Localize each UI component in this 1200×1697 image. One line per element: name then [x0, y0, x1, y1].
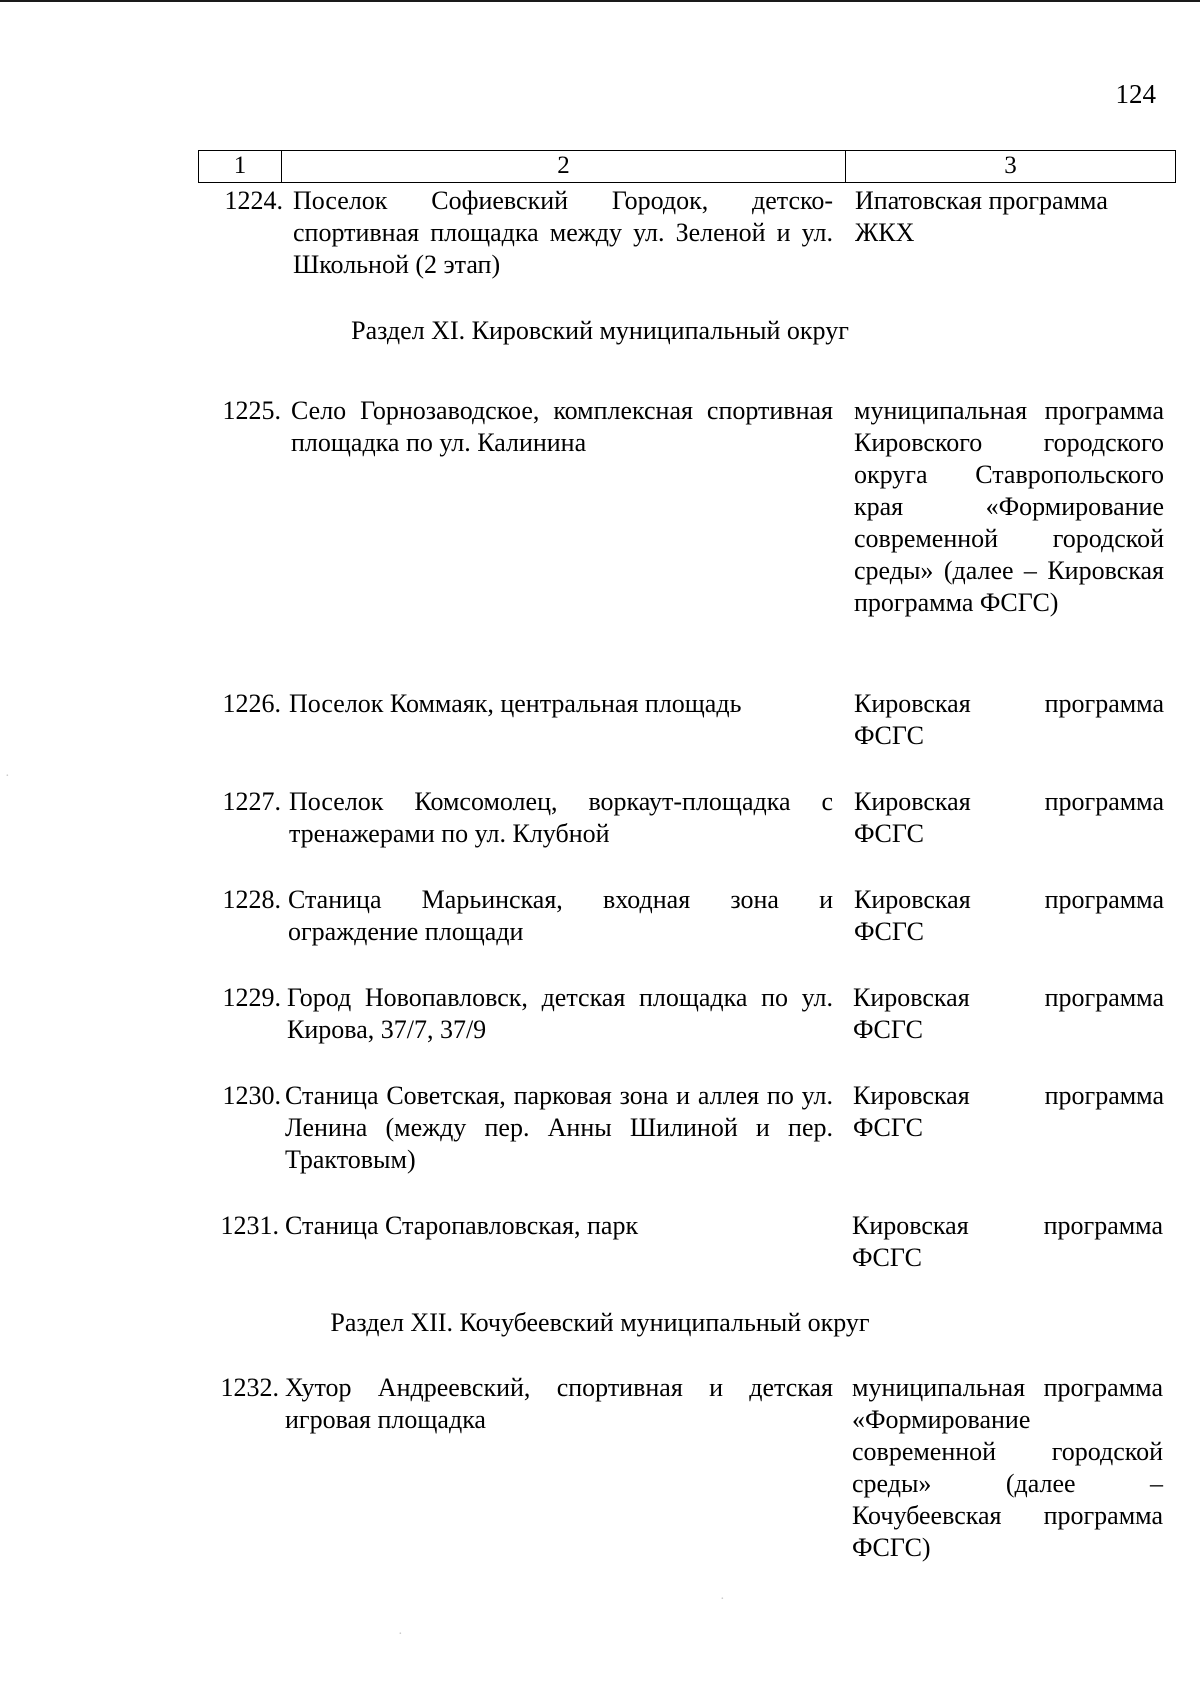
- row-program: Кировская программа ФСГС: [854, 787, 1164, 848]
- row-description: Станица Советская, парковая зона и аллея по ул. Ленина (между пер. Анны Шилиной и пер. Трактовым): [285, 1081, 833, 1174]
- row-program: Кировская программа ФСГС: [852, 1211, 1163, 1272]
- page-number: 124: [1115, 79, 1156, 109]
- row-description: Город Новопавловск, детская площадка по ул. Кирова, 37/7, 37/9: [287, 983, 833, 1044]
- row-program: Ипатовская программа ЖКХ: [855, 186, 1108, 247]
- table-header-col-1: 1: [199, 151, 282, 182]
- row-description: Станица Марьинская, входная зона и ограждение площади: [288, 885, 833, 946]
- row-description: Поселок Коммаяк, центральная площадь: [289, 689, 742, 718]
- scan-speck: ·: [5, 769, 10, 784]
- row-program: Кировская программа ФСГС: [854, 885, 1164, 946]
- table-header-col-3: 3: [1004, 152, 1017, 179]
- row-number: 1232.: [220, 1373, 279, 1402]
- row-program: Кировская программа ФСГС: [853, 983, 1164, 1044]
- row-description: Село Горнозаводское, комплексная спортивная площадка по ул. Калинина: [291, 396, 833, 457]
- row-number: 1231.: [220, 1211, 279, 1240]
- section-heading: Раздел XII. Кочубеевский муниципальный округ: [330, 1308, 870, 1337]
- section-heading: Раздел XI. Кировский муниципальный округ: [351, 316, 849, 345]
- row-number: 1229.: [222, 983, 281, 1012]
- row-number: 1226.: [222, 689, 281, 718]
- row-description: Поселок Комсомолец, воркаут-площадка с тренажерами по ул. Клубной: [289, 787, 833, 848]
- scan-speck: ·: [398, 1627, 403, 1642]
- row-program: муниципальная программа Кировского городского округа Ставропольского края «Формирование современной городской среды» (далее – Кировская программа ФСГС): [854, 396, 1164, 617]
- row-description: Хутор Андреевский, спортивная и детская игровая площадка: [285, 1373, 833, 1434]
- row-program: муниципальная программа «Формирование современной городской среды» (далее – Кочубеевская программа ФСГС): [852, 1373, 1163, 1562]
- row-number: 1227.: [222, 787, 281, 816]
- row-number: 1225.: [222, 396, 281, 425]
- row-description: Станица Старопавловская, парк: [285, 1211, 639, 1240]
- top-border-rule: [0, 0, 1200, 2]
- scan-speck: ·: [720, 1592, 725, 1607]
- row-program: Кировская программа ФСГС: [853, 1081, 1164, 1142]
- row-description: Поселок Софиевский Городок, детско-спортивная площадка между ул. Зеленой и ул. Школьной (2 этап): [293, 186, 833, 279]
- row-program: Кировская программа ФСГС: [854, 689, 1164, 750]
- row-number: 1230.: [222, 1081, 281, 1110]
- row-number: 1228.: [222, 885, 281, 914]
- table-header-col-2: 2: [282, 151, 846, 182]
- table-header-row: [198, 150, 1176, 183]
- row-number: 1224.: [224, 186, 283, 215]
